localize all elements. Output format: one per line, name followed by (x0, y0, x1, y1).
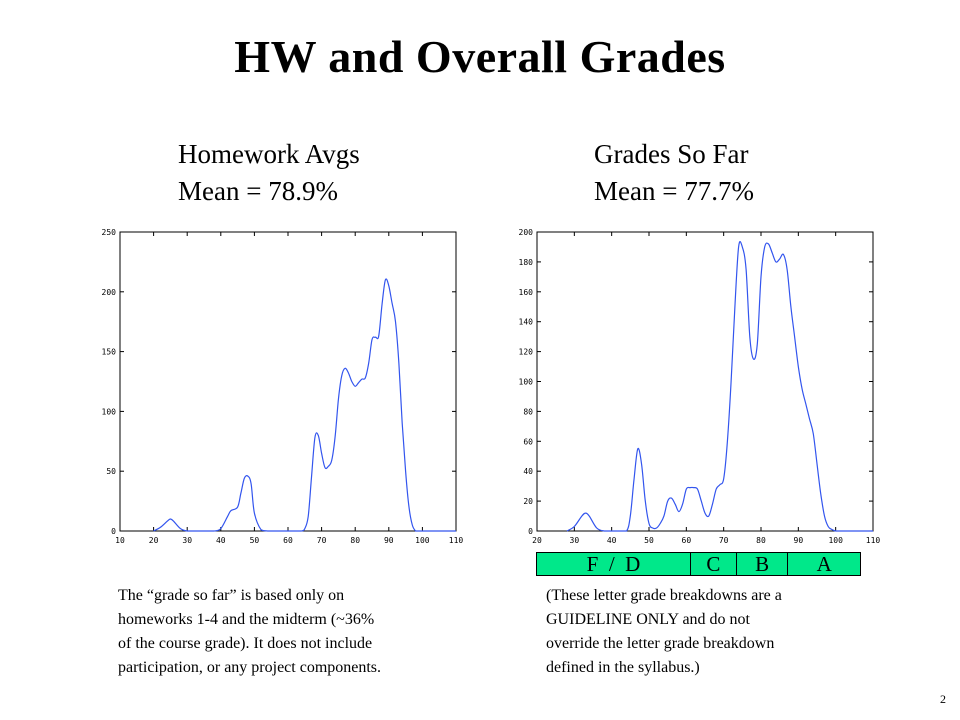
y-tick-label: 180 (518, 257, 533, 267)
right-panel-heading (594, 136, 754, 210)
x-tick-label: 50 (644, 536, 654, 545)
y-tick-label: 40 (523, 467, 533, 477)
plot-frame (537, 232, 873, 531)
x-tick-label: 90 (793, 536, 804, 545)
x-tick-label: 110 (448, 536, 464, 545)
grades-so-far-chart (500, 224, 890, 554)
y-tick-label: 20 (523, 497, 533, 507)
left-heading-mean: Mean = 78.9% (178, 176, 338, 206)
left-note-line: participation, or any project components. (118, 659, 382, 676)
left-note-line: The “grade so far” is based only on (118, 587, 345, 604)
grade-band-b: B (737, 553, 789, 575)
x-tick-label: 70 (718, 536, 729, 545)
y-tick-label: 200 (101, 287, 116, 297)
x-tick-label: 70 (316, 536, 327, 545)
distribution-line (567, 242, 873, 531)
left-note-line: of the course grade). It does not include (118, 635, 373, 652)
page-number: 2 (940, 692, 946, 706)
left-panel-heading (178, 136, 360, 210)
y-tick-label: 100 (101, 407, 116, 417)
y-tick-label: 140 (518, 317, 533, 327)
x-tick-label: 60 (283, 536, 293, 545)
x-tick-label: 80 (350, 536, 361, 545)
x-tick-label: 40 (606, 536, 617, 545)
slide-title: HW and Overall Grades (234, 31, 726, 82)
right-heading-title: Grades So Far (594, 139, 749, 169)
plot-frame (120, 232, 456, 531)
x-tick-label: 50 (249, 536, 260, 545)
x-tick-label: 40 (215, 536, 226, 545)
y-tick-label: 100 (518, 377, 533, 387)
y-tick-label: 250 (101, 228, 116, 237)
right-note (546, 584, 782, 680)
y-tick-label: 160 (518, 287, 533, 297)
letter-grade-bar (536, 552, 861, 576)
right-note-line: (These letter grade breakdowns are a (546, 587, 782, 604)
x-tick-label: 30 (569, 536, 580, 545)
right-note-line: defined in the syllabus.) (546, 659, 700, 676)
y-tick-label: 60 (523, 437, 533, 447)
y-tick-label: 120 (518, 347, 533, 357)
y-tick-label: 50 (106, 467, 116, 477)
x-tick-label: 80 (756, 536, 766, 545)
distribution-line (154, 279, 456, 531)
x-tick-label: 90 (383, 536, 394, 545)
x-tick-label: 10 (115, 536, 125, 545)
x-tick-label: 60 (681, 536, 692, 545)
right-note-line: GUIDELINE ONLY and do not (546, 611, 750, 628)
x-tick-label: 100 (828, 536, 843, 545)
grade-band-c: C (691, 553, 737, 575)
right-note-line: override the letter grade breakdown (546, 635, 775, 652)
y-tick-label: 0 (111, 527, 116, 536)
x-tick-label: 20 (148, 536, 159, 545)
x-tick-label: 100 (415, 536, 430, 545)
y-tick-label: 150 (101, 347, 116, 357)
homework-avgs-chart (90, 224, 470, 554)
grade-band-fd: F / D (537, 553, 691, 575)
left-note (118, 584, 381, 680)
grade-band-a: A (816, 551, 832, 576)
left-note-line: homeworks 1-4 and the midterm (~36% (118, 611, 375, 628)
y-tick-label: 80 (523, 407, 533, 417)
x-tick-label: 110 (865, 536, 881, 545)
x-tick-label: 30 (182, 536, 193, 545)
y-tick-label: 200 (518, 228, 533, 237)
x-tick-label: 20 (532, 536, 542, 545)
right-heading-mean: Mean = 77.7% (594, 176, 754, 206)
left-heading-title: Homework Avgs (178, 139, 360, 169)
y-tick-label: 0 (528, 527, 533, 536)
